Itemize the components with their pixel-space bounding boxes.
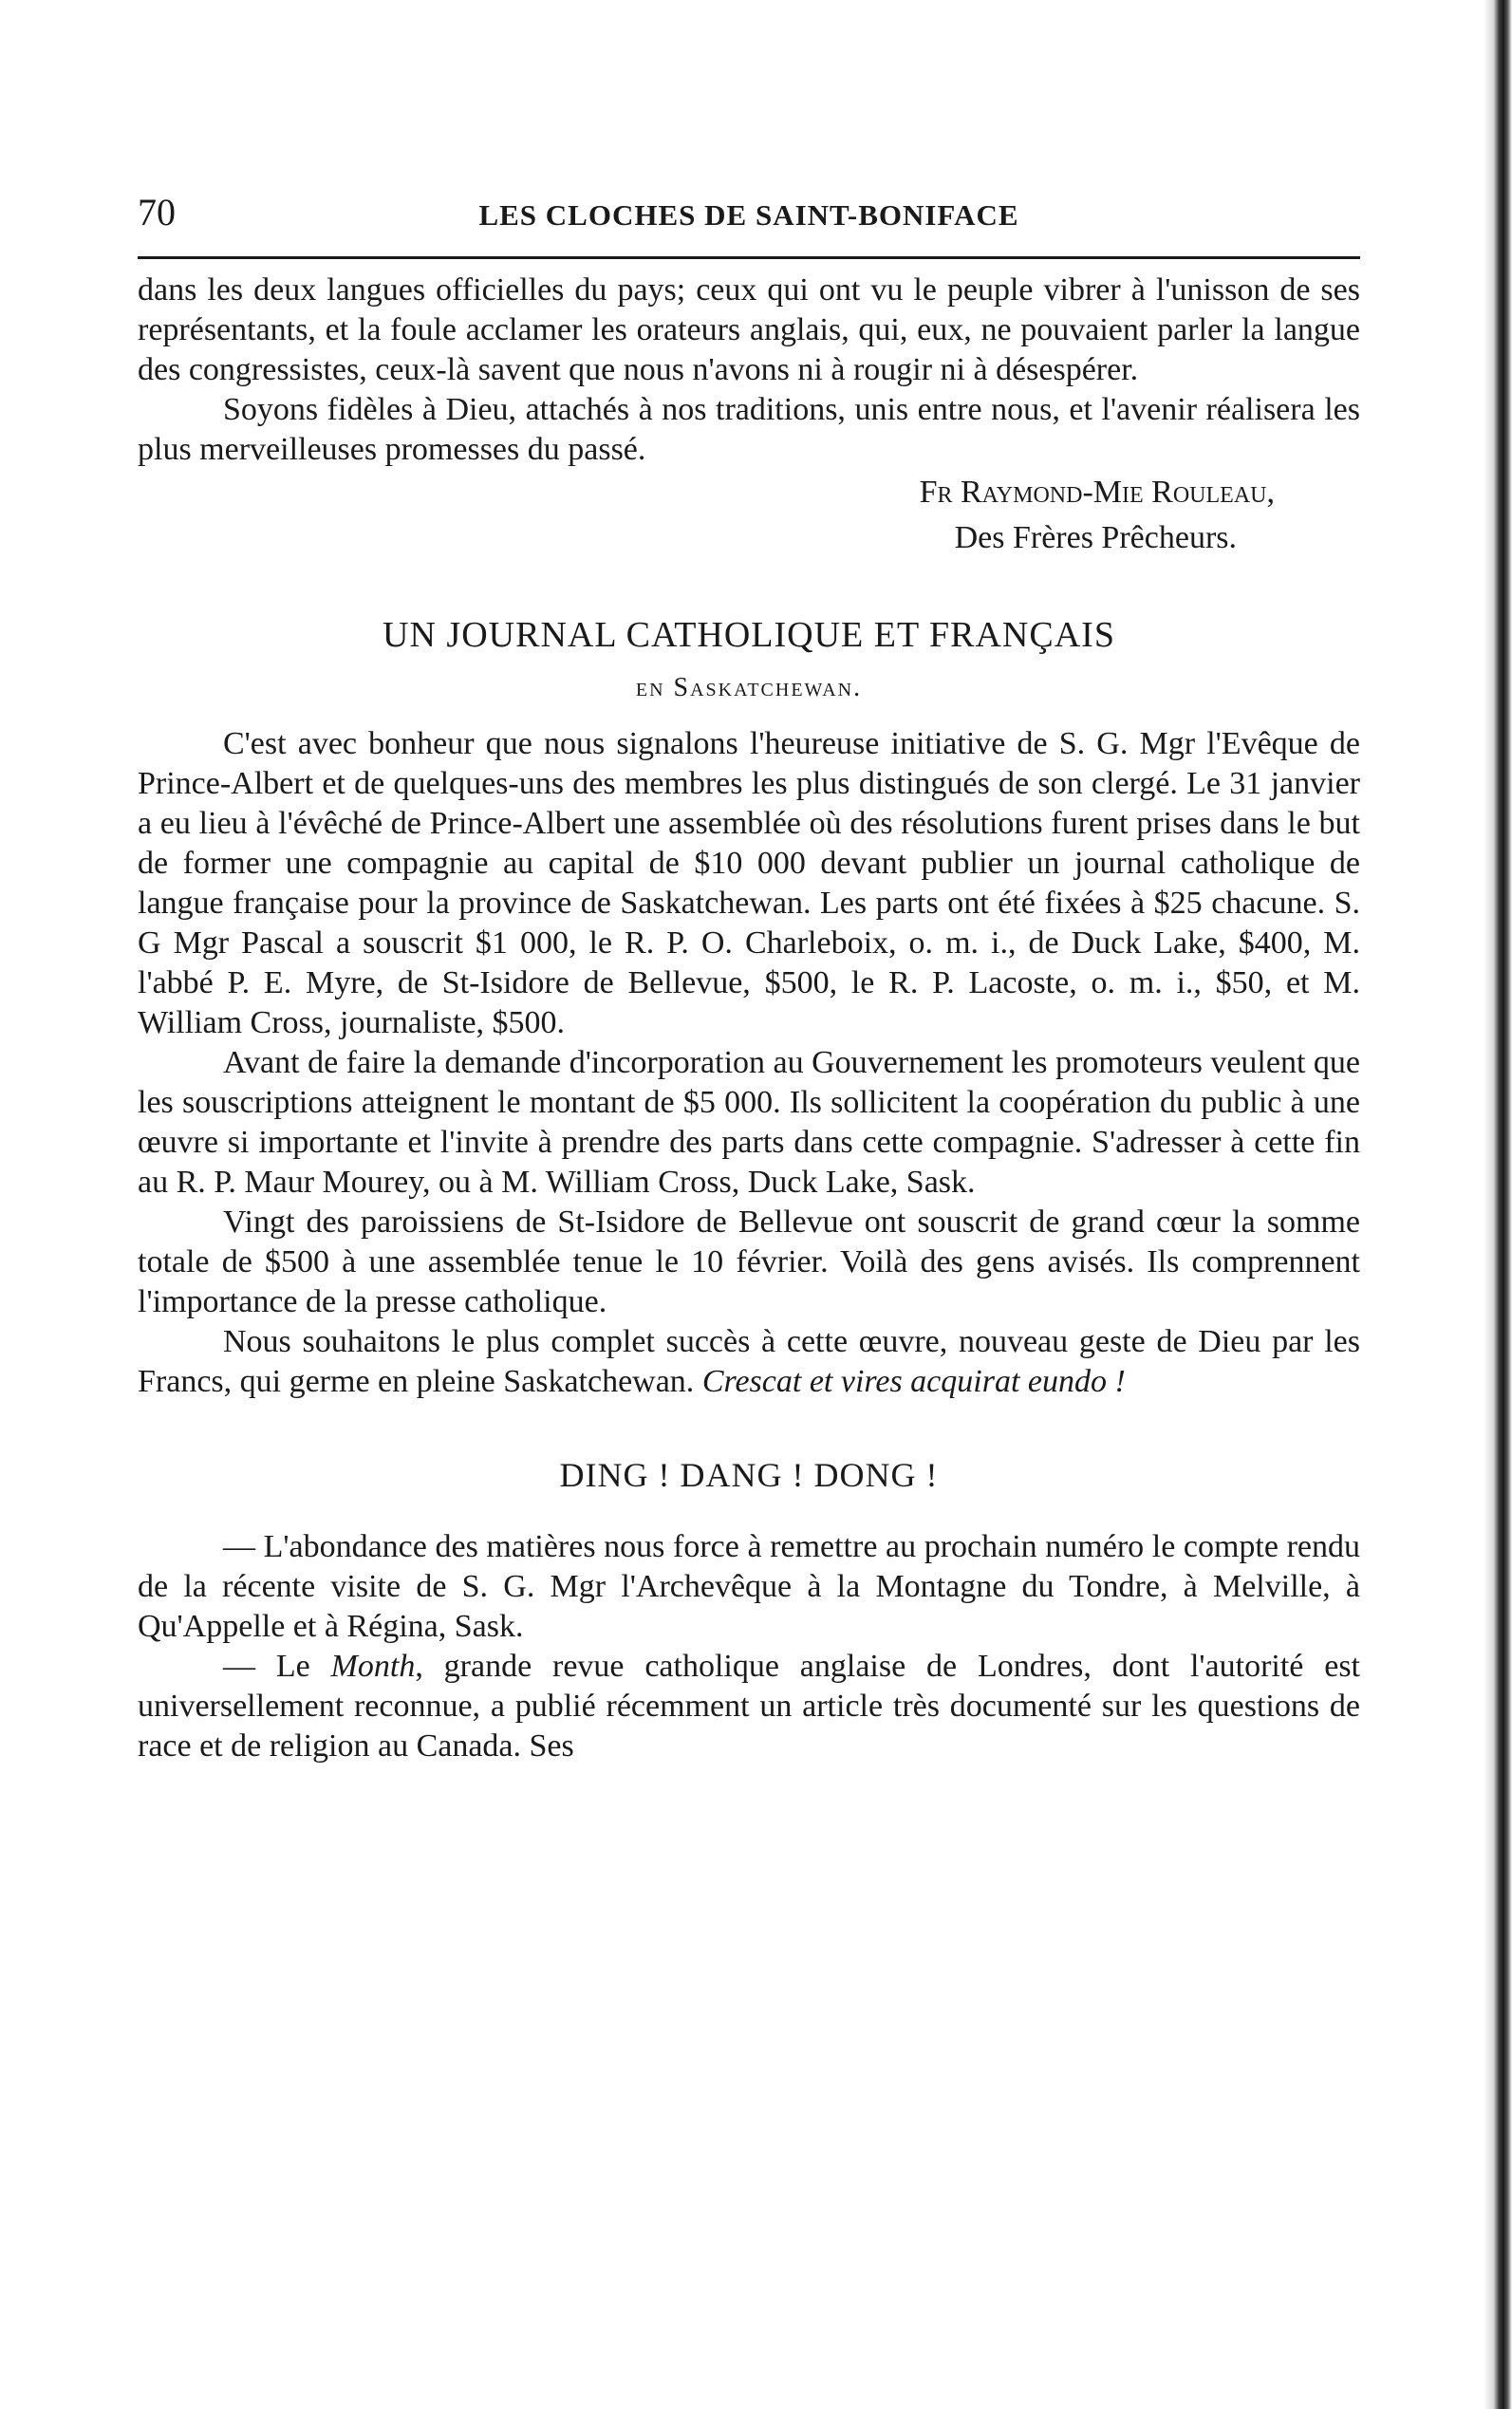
article-title-journal: UN JOURNAL CATHOLIQUE ET FRANÇAIS xyxy=(383,615,1115,655)
article2-paragraph-1: — L'abondance des matières nous force à remettre au prochain numéro le compte rendu de la récente visite de S. G. Mgr l'Archevêque à la Montagne du Tondre, à Melville, à Qu'Appelle et à Régina, Sask. xyxy=(138,1529,1360,1644)
signature xyxy=(138,470,1360,561)
month-title: Month xyxy=(330,1649,416,1684)
page xyxy=(138,190,1360,1766)
signature-name: Fr Raymond-Mie Rouleau, xyxy=(919,475,1275,510)
latin-motto: Crescat et vires acquirat eundo ! xyxy=(701,1364,1126,1399)
article2-paragraph-2-rest: , grande revue catholique anglaise de Londres, dont l'autorité est universellement reconnue, a publié récemment un article très documenté sur les questions de race et de religion au Canada. Ses xyxy=(138,1649,1361,1764)
article-title-ding-dang-dong: DING ! DANG ! DONG ! xyxy=(559,1456,939,1494)
intro-paragraph-1: dans les deux langues officielles du pays; ceux qui ont vu le peuple vibrer à l'unisson de ses représentants, et la foule acclamer les orateurs anglais, qui, eux, ne pouvaient parler la langue des congressistes, ceux-là savent que nous n'avons ni à rougir ni à désespérer. xyxy=(138,272,1360,387)
page-number: 70 xyxy=(138,191,176,233)
article2-paragraph-2-start: — Le xyxy=(223,1649,331,1684)
signature-order: Des Frères Prêcheurs. xyxy=(954,520,1237,555)
page-edge-shadow xyxy=(1484,0,1512,2409)
running-head xyxy=(138,190,1360,259)
article2-paragraph-2 xyxy=(138,1647,1360,1766)
body-text xyxy=(138,271,1360,1766)
article1-paragraph-3: Vingt des paroissiens de St-Isidore de Bellevue ont souscrit de grand cœur la somme totale de $500 à une assemblée tenue le 10 février. Voilà des gens avisés. Ils comprennent l'importance de la presse catholique. xyxy=(138,1204,1360,1319)
article1-paragraph-2: Avant de faire la demande d'incorporation au Gouvernement les promoteurs veulent que les souscriptions atteignent le montant de $5 000. Ils sollicitent la coopération du public à une œuvre si importante et l'invite à prendre des parts dans cette compagnie. S'adresser à cette fin au R. P. Maur Mourey, ou à M. William Cross, Duck Lake, Sask. xyxy=(138,1045,1360,1200)
article1-paragraph-4 xyxy=(138,1322,1360,1402)
article1-paragraph-4-text: Nous souhaitons le plus complet succès à cette œuvre, nouveau geste de Dieu par les Francs, qui germe en pleine Saskatchewan. xyxy=(138,1324,1360,1399)
intro-paragraph-2: Soyons fidèles à Dieu, attachés à nos traditions, unis entre nous, et l'avenir réalisera les plus merveilleuses promesses du passé. xyxy=(138,392,1360,467)
article-subtitle: en Saskatchewan. xyxy=(635,673,863,702)
running-title: LES CLOCHES DE SAINT-BONIFACE xyxy=(478,198,1019,232)
article1-paragraph-1: C'est avec bonheur que nous signalons l'heureuse initiative de S. G. Mgr l'Evêque de Prince-Albert et de quelques-uns des membres les plus distingués de son clergé. Le 31 janvier a eu lieu à l'évêché de Prince-Albert une assemblée où des résolutions furent prises dans le but de former une compagnie au capital de $10 000 devant publier un journal catholique de langue française pour la province de Saskatchewan. Les parts ont été fixées à $25 chacune. S. G Mgr Pascal a souscrit $1 000, le R. P. O. Charleboix, o. m. i., de Duck Lake, $400, M. l'abbé P. E. Myre, de St-Isidore de Bellevue, $500, le R. P. Lacoste, o. m. i., $50, et M. William Cross, journaliste, $500. xyxy=(138,726,1360,1040)
